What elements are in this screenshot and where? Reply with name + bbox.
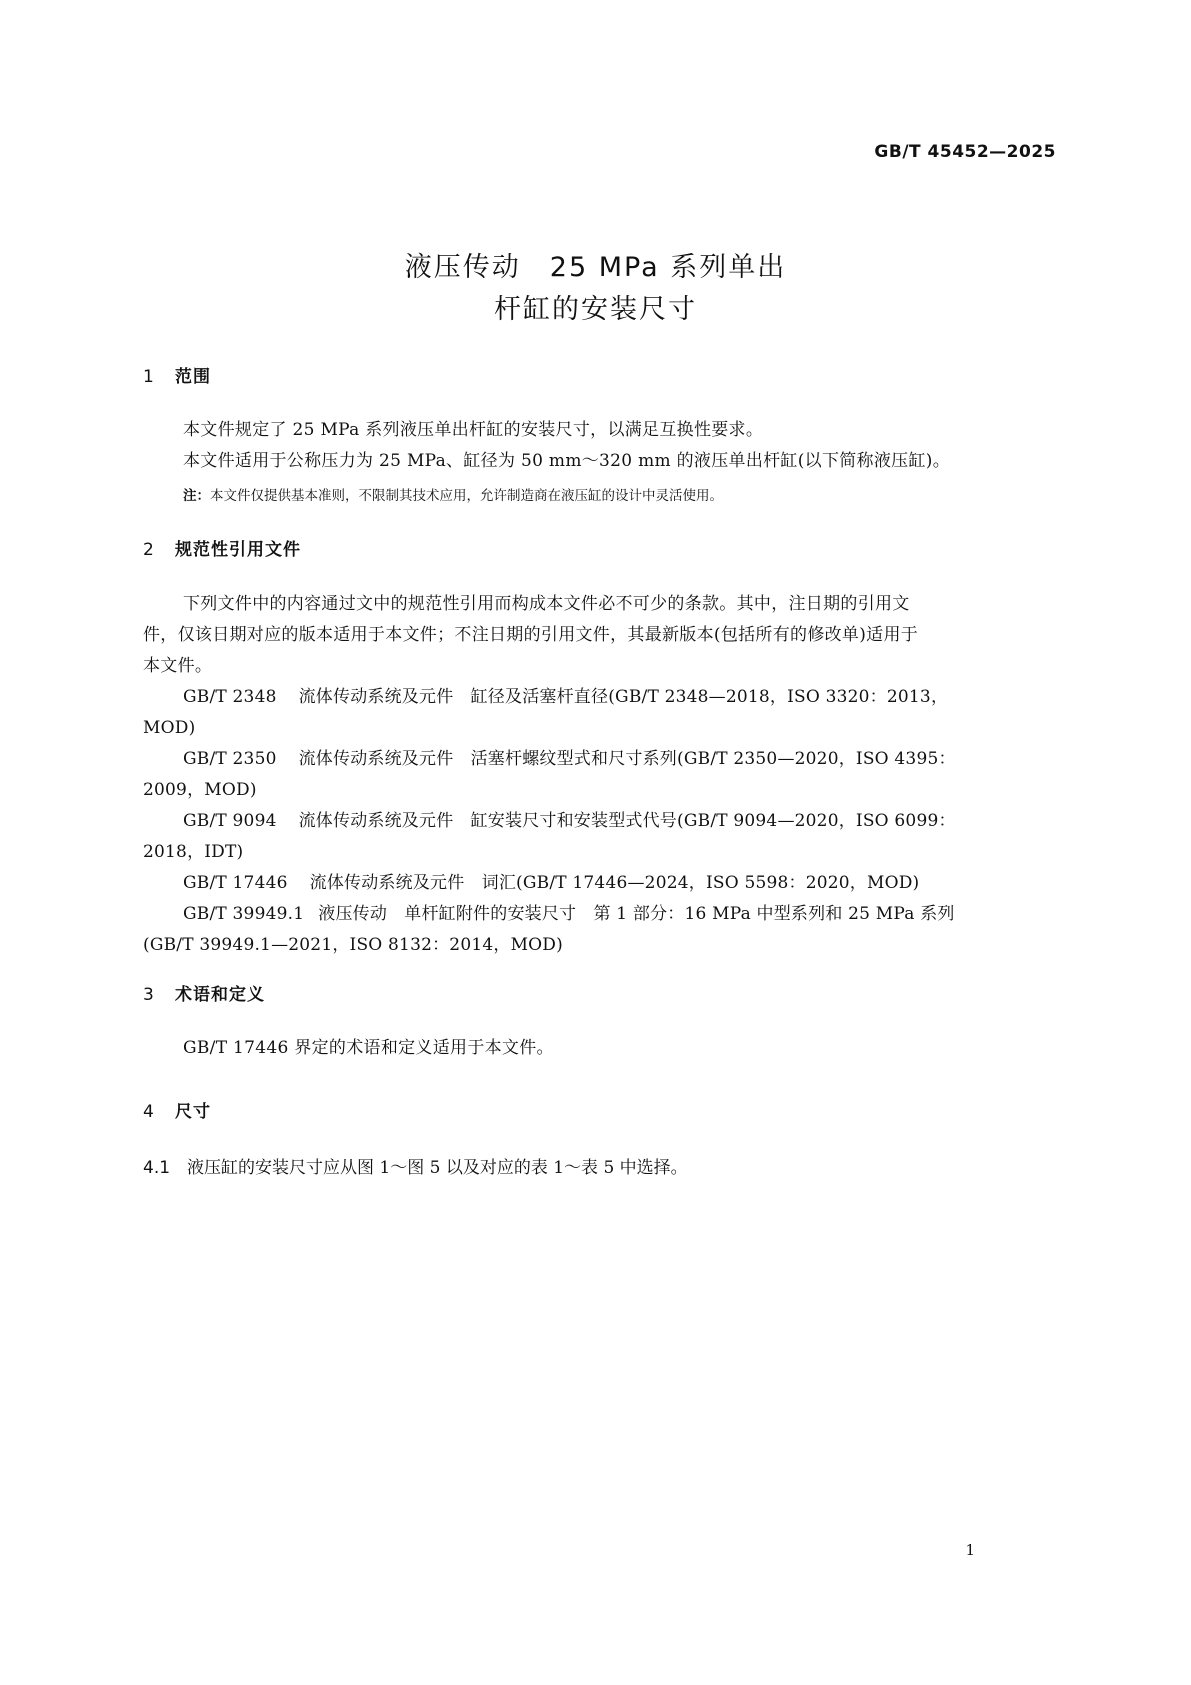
section-1-paragraph-2: 本文件适用于公称压力为 25 MPa、缸径为 50 mm～320 mm 的液压单出杆缸(以下简称液压缸)。 — [183, 451, 950, 471]
section-2-intro-line-3: 本文件。 — [143, 656, 213, 676]
clause-text: 液压缸的安装尺寸应从图 1～图 5 以及对应的表 1～表 5 中选择。 — [187, 1158, 688, 1178]
section-number: 1 — [143, 367, 155, 387]
reference-item — [143, 899, 1063, 930]
reference-title: 流体传动系统及元件 缸径及活塞杆直径(GB/T 2348—2018，ISO 3320：2013， — [298, 687, 949, 707]
note-text: 本文件仅提供基本准则，不限制其技术应用，允许制造商在液压缸的设计中灵活使用。 — [210, 488, 723, 504]
section-1-heading — [143, 362, 211, 387]
note-label: 注： — [183, 488, 210, 504]
clause-number: 4.1 — [143, 1158, 171, 1178]
section-title: 规范性引用文件 — [175, 540, 301, 560]
reference-item — [143, 744, 1063, 775]
section-4-heading — [143, 1097, 211, 1122]
section-2-intro-line-1: 下列文件中的内容通过文中的规范性引用而构成本文件必不可少的条款。其中，注日期的引用文 — [183, 594, 910, 614]
reference-item — [143, 868, 1063, 899]
section-number: 4 — [143, 1102, 155, 1122]
section-2-intro-line-2: 件，仅该日期对应的版本适用于本文件；不注日期的引用文件，其最新版本(包括所有的修改单)适用于 — [143, 625, 919, 645]
section-3-paragraph-1: GB/T 17446 界定的术语和定义适用于本文件。 — [183, 1038, 554, 1058]
reference-item-continuation: (GB/T 39949.1—2021，ISO 8132：2014，MOD) — [143, 935, 563, 955]
reference-item — [143, 806, 1063, 837]
document-title-line-1: 液压传动 25 MPa 系列单出 — [404, 252, 787, 283]
reference-title: 流体传动系统及元件 词汇(GB/T 17446—2024，ISO 5598：2020，MOD) — [309, 873, 920, 893]
standard-code: GB/T 45452—2025 — [874, 142, 1056, 162]
section-title: 术语和定义 — [175, 985, 265, 1005]
clause-4-1 — [143, 1153, 688, 1178]
reference-title: 流体传动系统及元件 活塞杆螺纹型式和尺寸系列(GB/T 2350—2020，ISO 4395： — [298, 749, 956, 769]
document-title-line-2: 杆缸的安装尺寸 — [494, 294, 697, 325]
section-number: 3 — [143, 985, 155, 1005]
reference-code: GB/T 2350 — [183, 749, 277, 769]
section-number: 2 — [143, 540, 155, 560]
reference-title: 液压传动 单杆缸附件的安装尺寸 第 1 部分：16 MPa 中型系列和 25 MPa 系列 — [318, 904, 955, 924]
section-1-paragraph-1: 本文件规定了 25 MPa 系列液压单出杆缸的安装尺寸，以满足互换性要求。 — [183, 420, 764, 440]
section-2-heading — [143, 535, 301, 560]
section-3-heading — [143, 980, 265, 1005]
reference-item-continuation: 2018，IDT) — [143, 842, 244, 862]
reference-item-continuation: 2009，MOD) — [143, 780, 257, 800]
page-number: 1 — [965, 1541, 975, 1559]
reference-item — [143, 682, 1063, 713]
reference-code: GB/T 39949.1 — [183, 904, 305, 924]
reference-item-continuation: MOD) — [143, 718, 196, 738]
reference-title: 流体传动系统及元件 缸安装尺寸和安装型式代号(GB/T 9094—2020，ISO 6099： — [298, 811, 956, 831]
reference-code: GB/T 9094 — [183, 811, 277, 831]
reference-code: GB/T 17446 — [183, 873, 288, 893]
reference-code: GB/T 2348 — [183, 687, 277, 707]
section-title: 尺寸 — [175, 1102, 211, 1122]
section-1-note — [183, 484, 723, 504]
section-title: 范围 — [175, 367, 211, 387]
